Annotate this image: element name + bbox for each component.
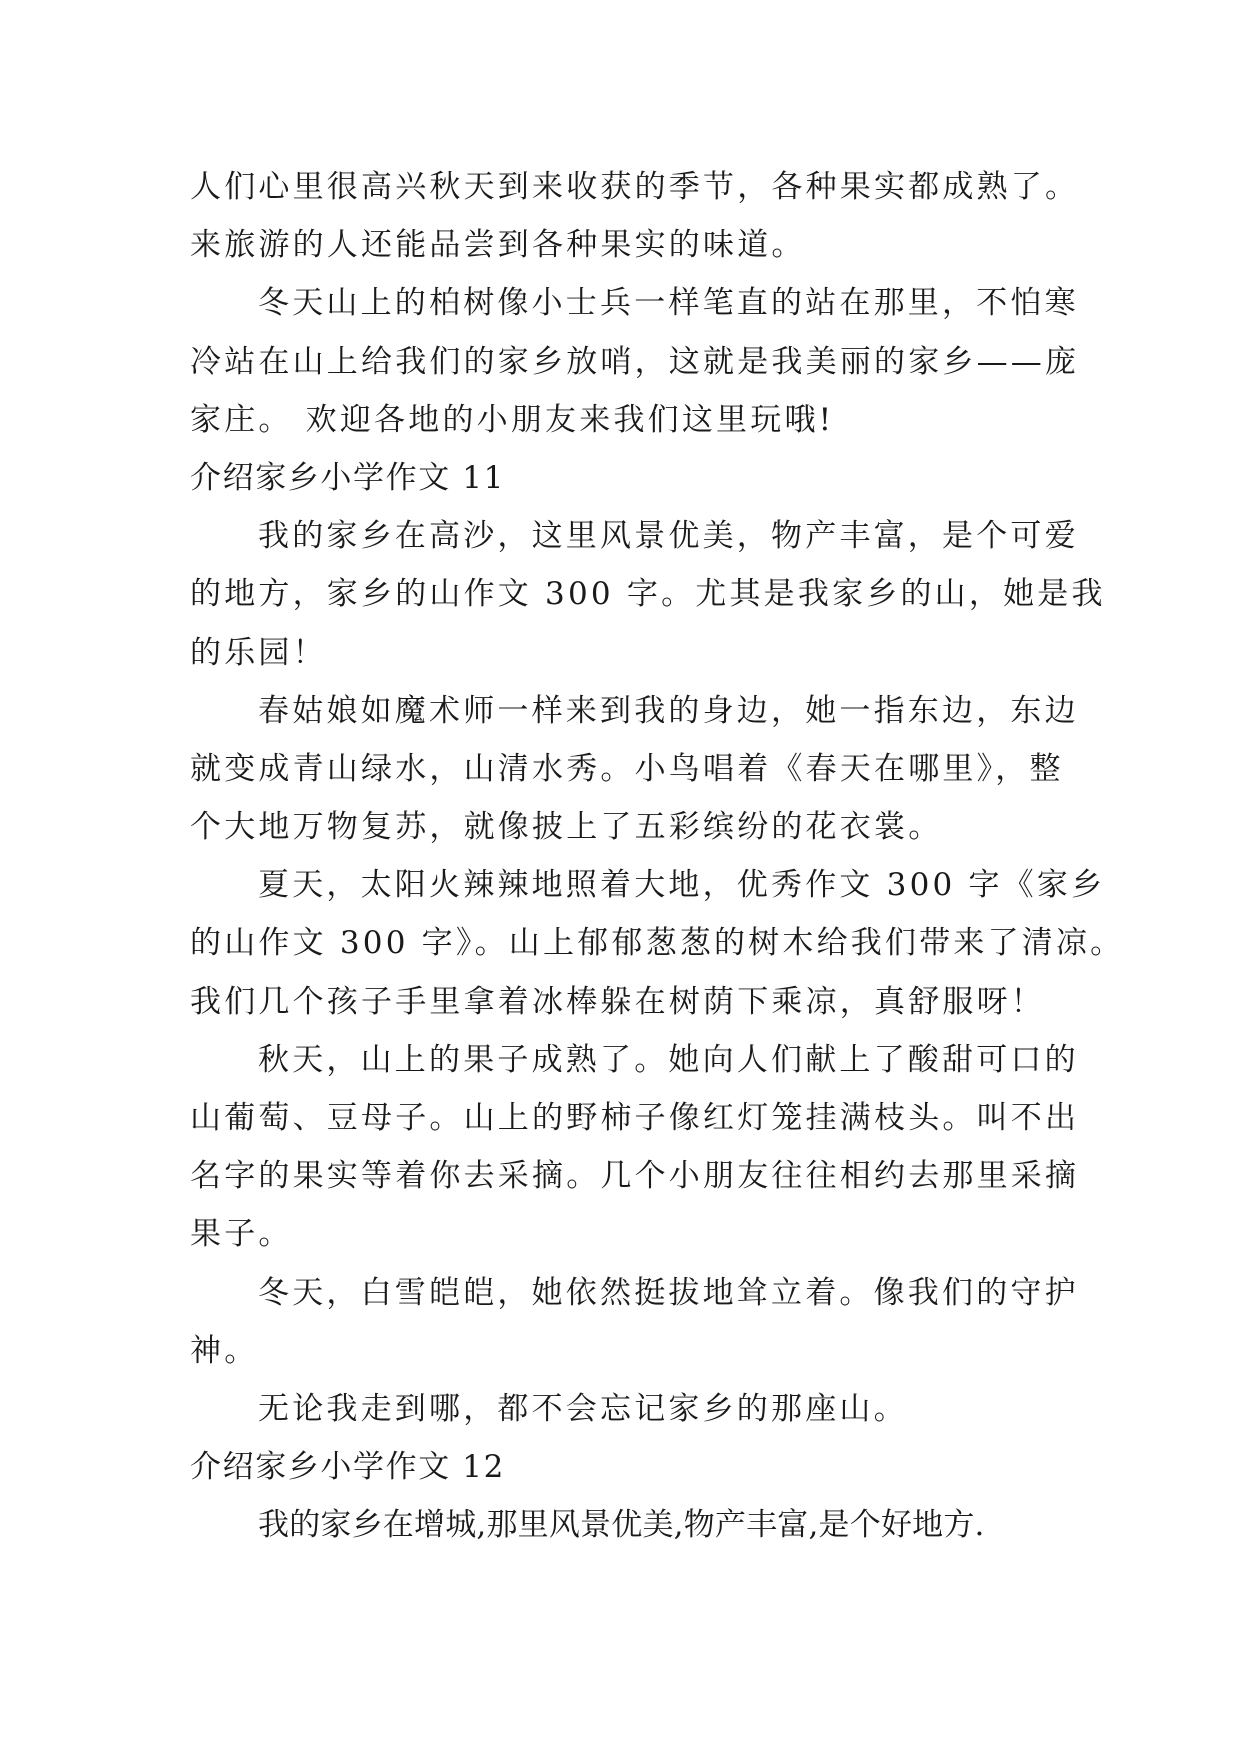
- paragraph-start: 春姑娘如魔术师一样来到我的身边，她一指东边，东边: [258, 692, 1079, 729]
- text-line: 家庄。 欢迎各地的小朋友来我们这里玩哦!: [190, 401, 835, 438]
- text-line: 来旅游的人还能品尝到各种果实的味道。: [190, 227, 806, 264]
- paragraph-start: 冬天，白雪皑皑，她依然挺拔地耸立着。像我们的守护: [258, 1274, 1079, 1311]
- text-line: 的地方，家乡的山作文 300 字。尤其是我家乡的山，她是我: [190, 576, 1106, 613]
- document-body: [190, 158, 1125, 1555]
- section-heading: 介绍家乡小学作文 11: [190, 459, 505, 496]
- text-line: 果子。: [190, 1216, 293, 1253]
- text-line: 的乐园！: [190, 634, 327, 671]
- paragraph-start: 冬天山上的柏树像小士兵一样笔直的站在那里，不怕寒: [258, 285, 1079, 322]
- text-line: 冷站在山上给我们的家乡放哨，这就是我美丽的家乡——庞: [190, 343, 1080, 380]
- text-line: 人们心里很高兴秋天到来收获的季节，各种果实都成熟了。: [190, 169, 1080, 205]
- text-line: 名字的果实等着你去采摘。几个小朋友往往相约去那里采摘: [190, 1158, 1080, 1195]
- text-line: 个大地万物复苏，就像披上了五彩缤纷的花衣裳。: [190, 809, 943, 846]
- text-line: 山葡萄、豆母子。山上的野柿子像红灯笼挂满枝头。叫不出: [190, 1100, 1080, 1136]
- paragraph-start: 我的家乡在增城,那里风景优美,物产丰富,是个好地方.: [258, 1507, 985, 1544]
- text-line: 神。: [190, 1332, 259, 1369]
- paragraph-start: 无论我走到哪，都不会忘记家乡的那座山。: [258, 1390, 908, 1427]
- paragraph-start: 秋天，山上的果子成熟了。她向人们献上了酸甜可口的: [258, 1041, 1079, 1078]
- section-heading: 介绍家乡小学作文 12: [190, 1449, 505, 1486]
- text-line: 我们几个孩子手里拿着冰棒躲在树荫下乘凉，真舒服呀！: [190, 983, 1045, 1020]
- text-line: 就变成青山绿水，山清水秀。小鸟唱着《春天在哪里》，整: [190, 750, 1064, 787]
- paragraph-start: 夏天，太阳火辣辣地照着大地，优秀作文 300 字《家乡: [258, 867, 1106, 904]
- text-line: 的山作文 300 字》。山上郁郁葱葱的树木给我们带来了清凉。: [190, 925, 1125, 962]
- paragraph-start: 我的家乡在高沙，这里风景优美，物产丰富，是个可爱: [258, 518, 1079, 555]
